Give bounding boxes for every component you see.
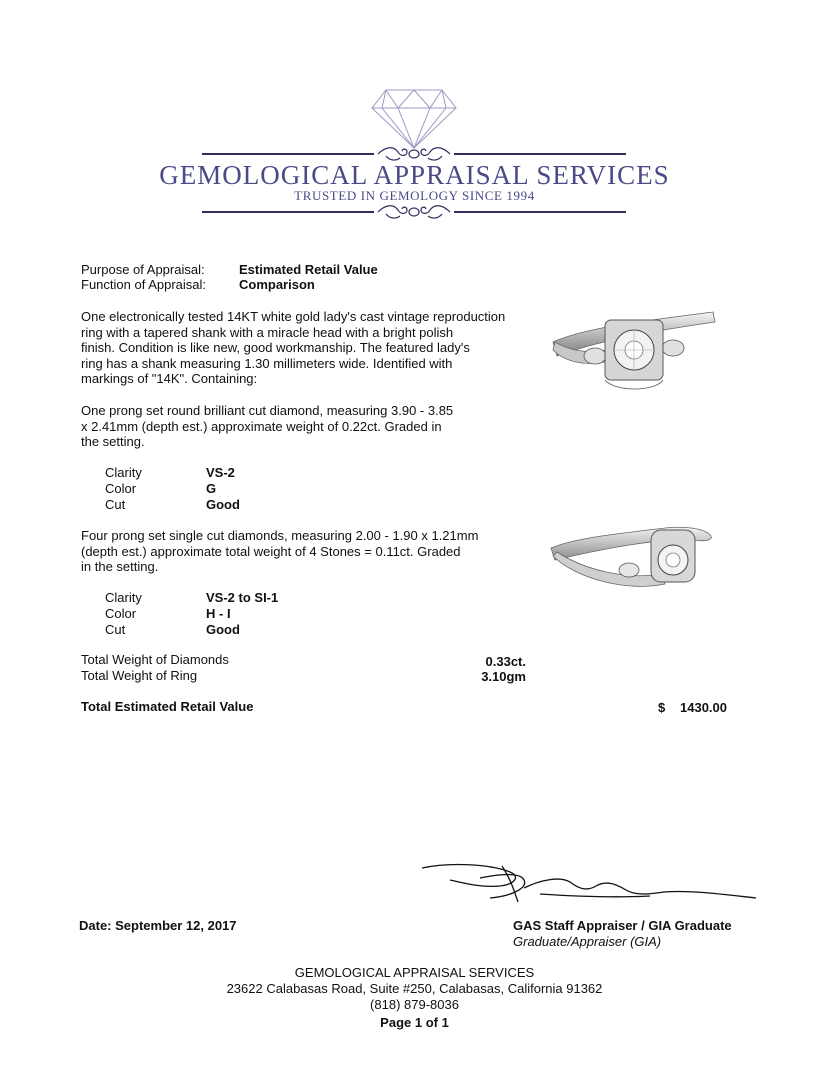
header-rule-top xyxy=(202,153,374,155)
description-line: finish. Condition is like new, good workmanship. The featured lady's xyxy=(81,340,470,355)
center-stone-description xyxy=(81,403,453,450)
page-number: Page 1 of 1 xyxy=(380,1015,449,1030)
side-stones-description xyxy=(81,528,478,575)
purpose-value: Estimated Retail Value xyxy=(239,262,378,277)
total-ring-weight-label: Total Weight of Ring xyxy=(81,668,198,683)
center-stone-line: One prong set round brilliant cut diamond, measuring 3.90 - 3.85 xyxy=(81,403,454,418)
scroll-ornament-icon xyxy=(376,202,452,222)
item-description xyxy=(81,309,505,387)
side-stones-line: (depth est.) approximate total weight of 4 Stones = 0.11ct. Graded xyxy=(81,543,461,559)
side-stones-line: Four prong set single cut diamonds, measuring 2.00 - 1.90 x 1.21mm xyxy=(81,528,479,543)
company-tagline: TRUSTED IN GEMOLOGY SINCE 1994 xyxy=(294,188,535,203)
description-line: ring with a tapered shank with a miracle head with a bright polish xyxy=(81,324,454,340)
center-clarity-label: Clarity xyxy=(105,465,142,480)
side-cut-label: Cut xyxy=(105,622,126,637)
ring-photo-top xyxy=(545,300,721,412)
side-color-value: H - I xyxy=(206,606,231,621)
total-ring-weight-value: 3.10gm xyxy=(481,669,526,684)
footer-address: 23622 Calabasas Road, Suite #250, Calabasas, California 91362 xyxy=(226,981,603,996)
description-line: ring has a shank measuring 1.30 millimeters wide. Identified with xyxy=(81,355,453,371)
total-retail-label: Total Estimated Retail Value xyxy=(81,699,254,714)
function-label: Function of Appraisal: xyxy=(81,277,207,292)
description-line: One electronically tested 14KT white gold lady's cast vintage reproduction xyxy=(81,309,506,324)
center-stone-line: the setting. xyxy=(81,434,145,449)
side-cut-value: Good xyxy=(206,622,240,637)
center-cut-value: Good xyxy=(206,497,240,512)
appraisal-date: Date: September 12, 2017 xyxy=(79,918,237,933)
footer-phone: (818) 879-8036 xyxy=(370,997,459,1012)
side-color-label: Color xyxy=(105,606,137,621)
total-diamond-weight-label: Total Weight of Diamonds xyxy=(81,652,229,667)
center-stone-line: x 2.41mm (depth est.) approximate weight of 0.22ct. Graded in xyxy=(81,418,442,434)
diamond-icon xyxy=(370,88,458,150)
header-rule-bottom xyxy=(202,211,374,213)
header-rule-bottom xyxy=(454,211,626,213)
center-color-label: Color xyxy=(105,481,137,496)
description-line: markings of "14K". Containing: xyxy=(81,371,258,386)
header-rule-top xyxy=(454,153,626,155)
retail-currency: $ xyxy=(658,700,666,715)
total-retail-value: 1430.00 xyxy=(680,700,727,715)
purpose-label: Purpose of Appraisal: xyxy=(81,262,205,277)
appraiser-title: GAS Staff Appraiser / GIA Graduate xyxy=(513,918,732,933)
side-stones-line: in the setting. xyxy=(81,559,159,574)
appraiser-subtitle: Graduate/Appraiser (GIA) xyxy=(513,934,662,949)
center-clarity-value: VS-2 xyxy=(206,465,235,480)
function-value: Comparison xyxy=(239,277,315,292)
side-clarity-label: Clarity xyxy=(105,590,142,605)
footer-company: GEMOLOGICAL APPRAISAL SERVICES xyxy=(294,965,535,980)
center-cut-label: Cut xyxy=(105,497,126,512)
company-name: GEMOLOGICAL APPRAISAL SERVICES xyxy=(159,160,670,190)
center-color-value: G xyxy=(206,481,217,496)
appraiser-signature xyxy=(420,858,760,910)
side-clarity-value: VS-2 to SI-1 xyxy=(206,590,279,605)
total-diamond-weight-value: 0.33ct. xyxy=(485,654,526,669)
ring-photo-side xyxy=(545,512,721,608)
